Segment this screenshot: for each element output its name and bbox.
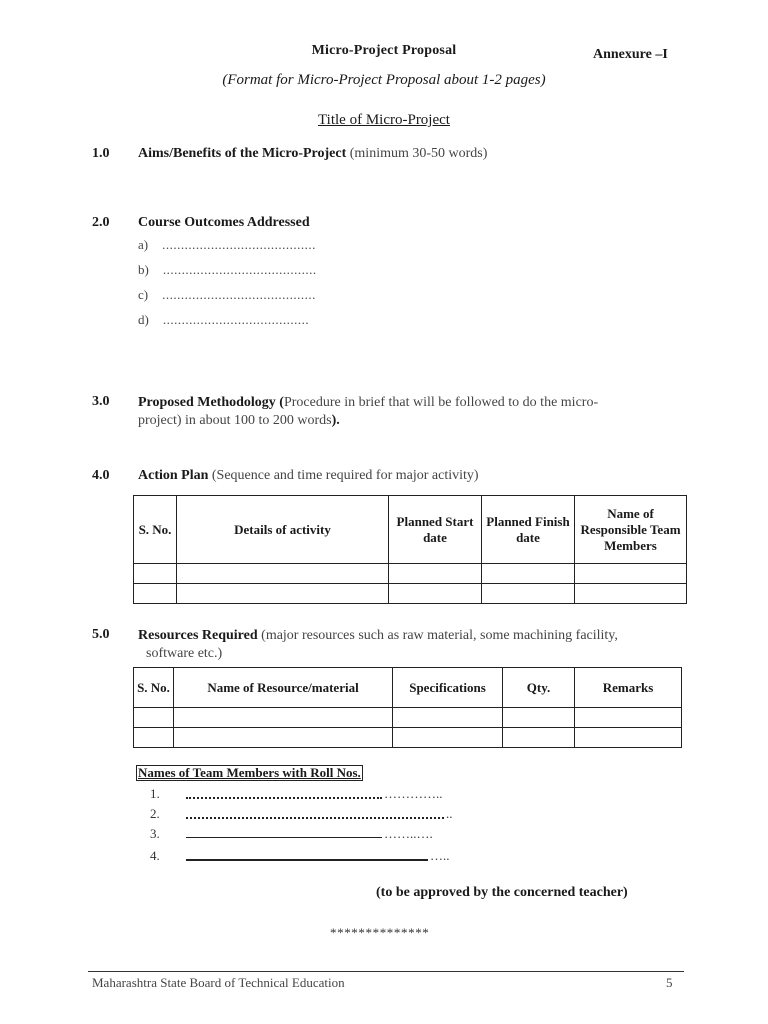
section-number-outcomes: 2.0 xyxy=(92,215,110,230)
team-member-tail: ….. xyxy=(430,848,450,863)
table-cell[interactable] xyxy=(503,728,575,748)
col-resource-name: Name of Resource/material xyxy=(174,668,393,708)
team-member-tail: .. xyxy=(446,806,453,821)
section-aims xyxy=(138,146,487,162)
section-methodology-end: ). xyxy=(331,413,340,428)
approval-note: (to be approved by the concerned teacher) xyxy=(376,885,628,900)
team-member-line[interactable] xyxy=(186,797,382,799)
table-cell[interactable] xyxy=(389,584,482,604)
table-row xyxy=(134,564,687,584)
table-cell[interactable] xyxy=(575,564,687,584)
section-methodology-title: Proposed Methodology ( xyxy=(138,395,284,410)
section-action-plan xyxy=(138,468,479,484)
col-planned-finish: Planned Finish date xyxy=(482,496,575,564)
table-cell[interactable] xyxy=(482,584,575,604)
section-aims-title: Aims/Benefits of the Micro-Project xyxy=(138,146,347,161)
table-row xyxy=(134,728,682,748)
team-member-number: 4. xyxy=(150,848,160,863)
table-row xyxy=(134,584,687,604)
team-member-line[interactable] xyxy=(186,837,382,838)
team-member-number: 1. xyxy=(150,786,160,801)
section-action-plan-note: (Sequence and time required for major activity) xyxy=(208,468,479,483)
table-cell[interactable] xyxy=(134,708,174,728)
outcome-dots: ......................................... xyxy=(162,262,317,277)
outcome-item xyxy=(138,237,316,253)
footer-board-name: Maharashtra State Board of Technical Education xyxy=(92,975,345,990)
resources-table xyxy=(133,667,682,748)
footer-divider xyxy=(88,971,684,972)
table-cell[interactable] xyxy=(575,728,682,748)
section-resources xyxy=(138,627,678,663)
col-planned-start: Planned Start date xyxy=(389,496,482,564)
section-resources-note-2: software etc.) xyxy=(146,646,223,661)
section-aims-note: (minimum 30-50 words) xyxy=(346,146,488,161)
section-number-action-plan: 4.0 xyxy=(92,468,110,483)
format-note: (Format for Micro-Project Proposal about 1-2 pages) xyxy=(222,72,546,88)
table-cell[interactable] xyxy=(575,708,682,728)
table-cell[interactable] xyxy=(575,584,687,604)
team-members-heading: Names of Team Members with Roll Nos. xyxy=(138,765,361,780)
section-number-aims: 1.0 xyxy=(92,146,110,161)
team-member-line[interactable] xyxy=(186,817,444,819)
team-member-row xyxy=(150,826,160,842)
team-member-row xyxy=(150,806,160,822)
team-member-number: 3. xyxy=(150,826,160,841)
table-cell[interactable] xyxy=(177,564,389,584)
table-header-row xyxy=(134,496,687,564)
section-resources-title: Resources Required xyxy=(138,628,258,643)
team-member-row xyxy=(150,786,160,802)
team-member-tail: ………….. xyxy=(384,786,443,801)
table-cell[interactable] xyxy=(393,708,503,728)
table-cell[interactable] xyxy=(174,728,393,748)
col-specifications: Specifications xyxy=(393,668,503,708)
table-cell[interactable] xyxy=(134,584,177,604)
table-header-row xyxy=(134,668,682,708)
table-cell[interactable] xyxy=(393,728,503,748)
outcome-item xyxy=(138,287,316,303)
section-methodology-note-2: project) in about 100 to 200 words xyxy=(138,413,332,428)
table-cell[interactable] xyxy=(134,728,174,748)
section-methodology xyxy=(138,394,658,430)
col-responsible: Name of Responsible Team Members xyxy=(575,496,687,564)
outcome-dots: ....................................... xyxy=(162,312,310,327)
col-sno: S. No. xyxy=(134,496,177,564)
section-number-resources: 5.0 xyxy=(92,627,110,642)
section-resources-note-1: (major resources such as raw material, some machining facility, xyxy=(257,628,618,643)
micro-project-title: Title of Micro-Project xyxy=(318,112,450,128)
col-remarks: Remarks xyxy=(575,668,682,708)
section-outcomes-title: Course Outcomes Addressed xyxy=(138,215,310,230)
stars-divider: ************** xyxy=(330,925,430,940)
outcome-item xyxy=(138,312,309,328)
table-cell[interactable] xyxy=(177,584,389,604)
team-member-line[interactable] xyxy=(186,859,428,861)
table-cell[interactable] xyxy=(389,564,482,584)
team-member-row xyxy=(150,848,160,864)
outcome-item xyxy=(138,262,317,278)
col-qty: Qty. xyxy=(503,668,575,708)
table-cell[interactable] xyxy=(503,708,575,728)
outcome-label: b) xyxy=(138,262,149,277)
table-cell[interactable] xyxy=(482,564,575,584)
outcome-dots: ......................................... xyxy=(162,237,316,252)
table-cell[interactable] xyxy=(134,564,177,584)
outcome-dots: ......................................... xyxy=(162,287,316,302)
col-sno: S. No. xyxy=(134,668,174,708)
section-methodology-note-1: Procedure in brief that will be followed to do the micro- xyxy=(283,395,599,410)
col-details: Details of activity xyxy=(177,496,389,564)
table-cell[interactable] xyxy=(174,708,393,728)
outcome-label: a) xyxy=(138,237,149,252)
action-plan-table xyxy=(133,495,687,604)
outcome-label: d) xyxy=(138,312,149,327)
annexure-label: Annexure –I xyxy=(593,47,668,62)
team-member-number: 2. xyxy=(150,806,160,821)
team-member-tail: ……..…. xyxy=(384,826,433,841)
section-number-methodology: 3.0 xyxy=(92,394,110,409)
outcome-label: c) xyxy=(138,287,149,302)
page-number: 5 xyxy=(666,975,673,990)
table-row xyxy=(134,708,682,728)
section-action-plan-title: Action Plan xyxy=(138,468,209,483)
page-title: Micro-Project Proposal xyxy=(311,43,457,58)
